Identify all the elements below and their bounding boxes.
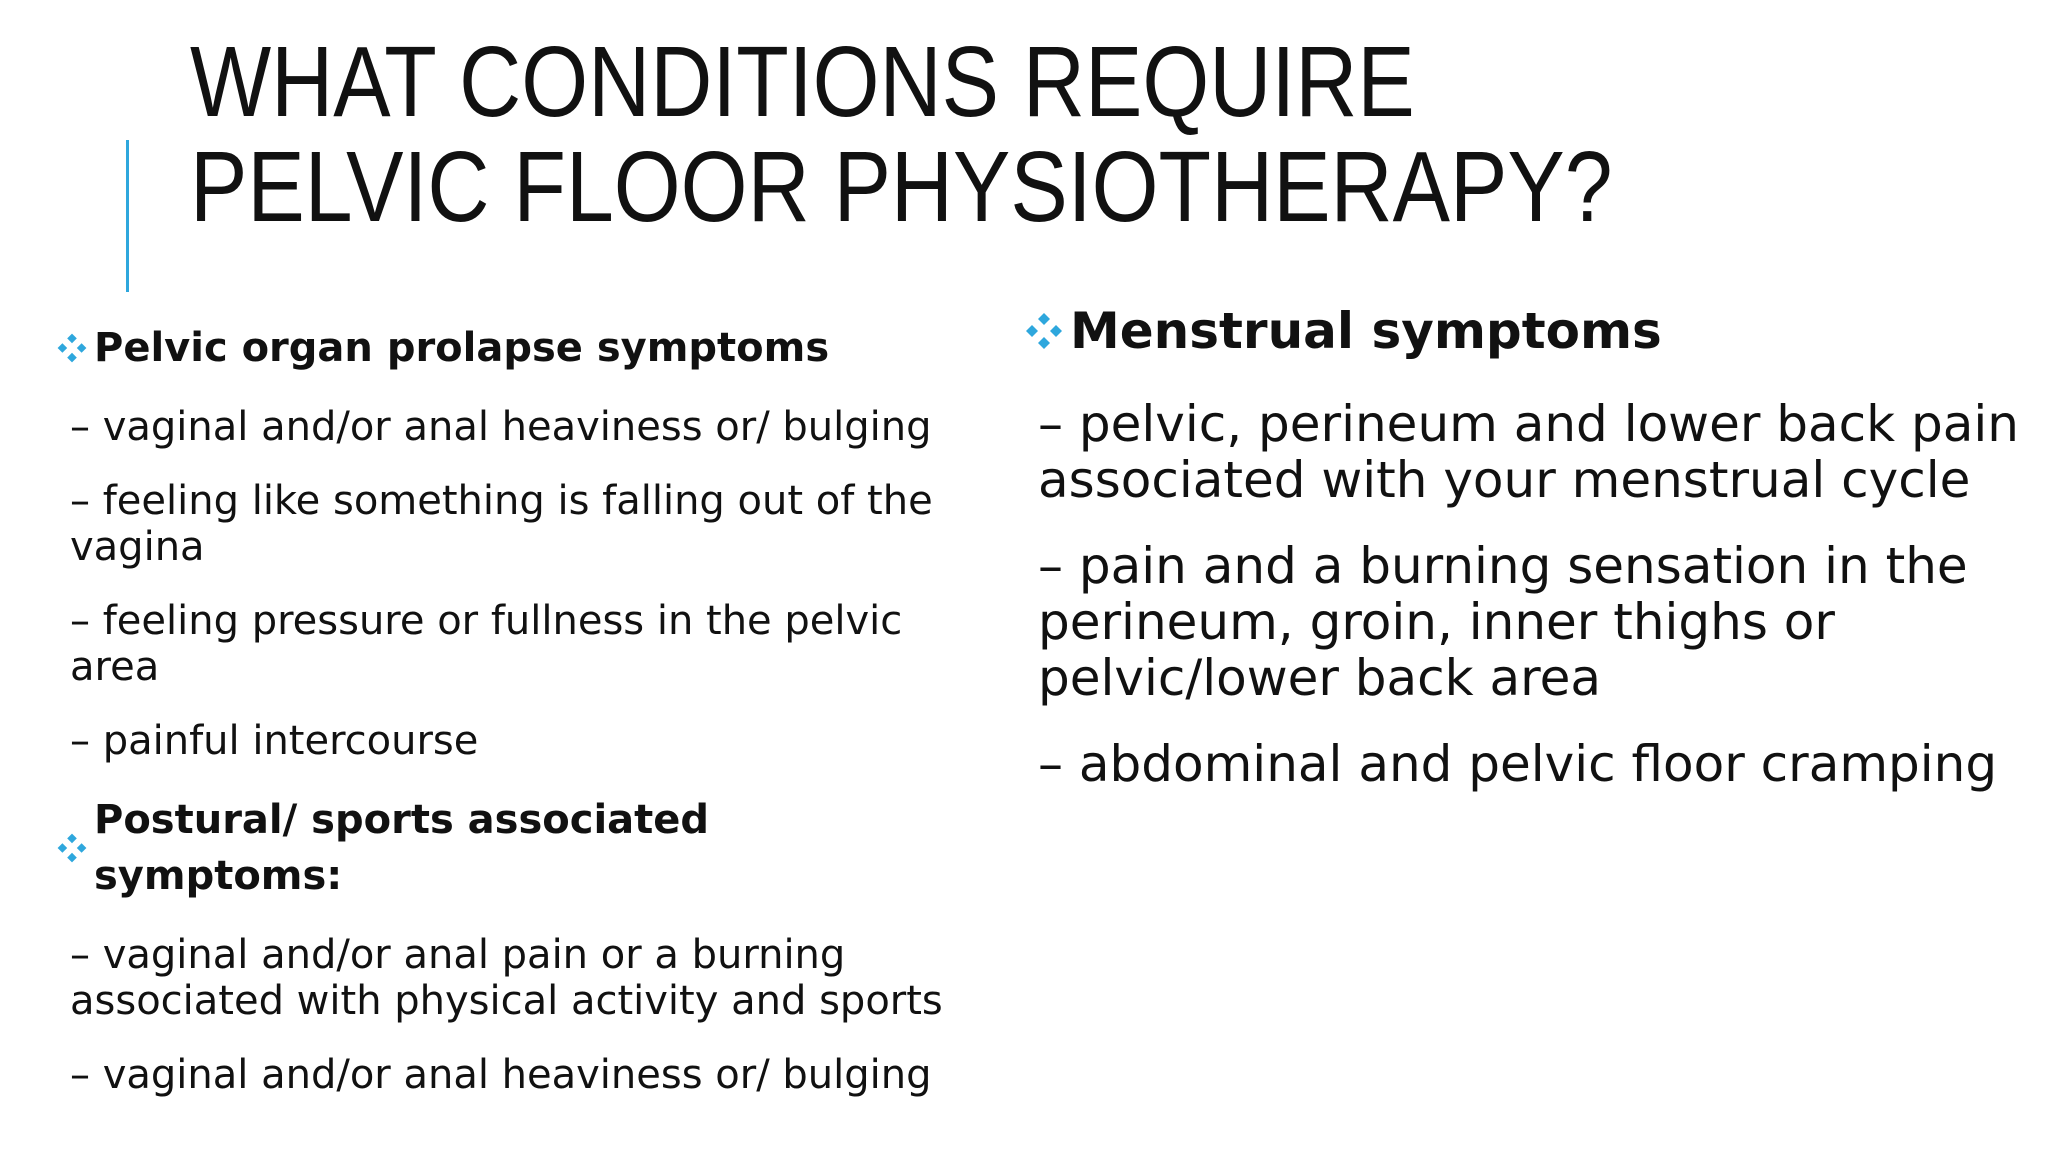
section-heading: [56, 320, 956, 376]
four-diamond-icon: [56, 332, 88, 364]
list-item: – feeling pressure or fullness in the pelvic area: [70, 598, 903, 690]
right-column: [1024, 298, 2024, 822]
section-menstrual: [1024, 298, 2024, 792]
title-line-1: WHAT CONDITIONS REQUIRE: [190, 26, 1415, 138]
section-prolapse: [56, 320, 956, 764]
four-diamond-icon: [56, 832, 88, 864]
section-heading-text: Menstrual symptoms: [1070, 302, 1662, 360]
accent-bar: [126, 140, 129, 292]
list-item: – painful intercourse: [70, 718, 479, 764]
list-item: – pain and a burning sensation in the perineum, groin, inner thighs or pelvic/lower back area: [1038, 537, 1968, 707]
four-diamond-icon: [1024, 311, 1064, 351]
section-heading-text: Pelvic organ prolapse symptoms: [94, 325, 830, 371]
title-line-2: PELVIC FLOOR PHYSIOTHERAPY?: [190, 131, 1613, 243]
list-item: – pelvic, perineum and lower back pain associated with your menstrual cycle: [1038, 395, 2019, 509]
slide-title: [190, 26, 1738, 243]
list-item: – vaginal and/or anal heaviness or/ bulging: [70, 1052, 932, 1098]
list-item: – vaginal and/or anal pain or a burning associated with physical activity and sports: [70, 932, 943, 1024]
section-heading-text: Postural/ sports associated symptoms:: [94, 797, 710, 899]
list-item: – feeling like something is falling out of the vagina: [70, 478, 933, 570]
section-postural: [56, 792, 956, 1098]
left-column: [56, 320, 956, 1126]
section-heading: [56, 792, 956, 904]
section-heading: [1024, 298, 2024, 364]
list-item: – vaginal and/or anal heaviness or/ bulging: [70, 404, 932, 450]
list-item: – abdominal and pelvic floor cramping: [1038, 735, 1998, 793]
